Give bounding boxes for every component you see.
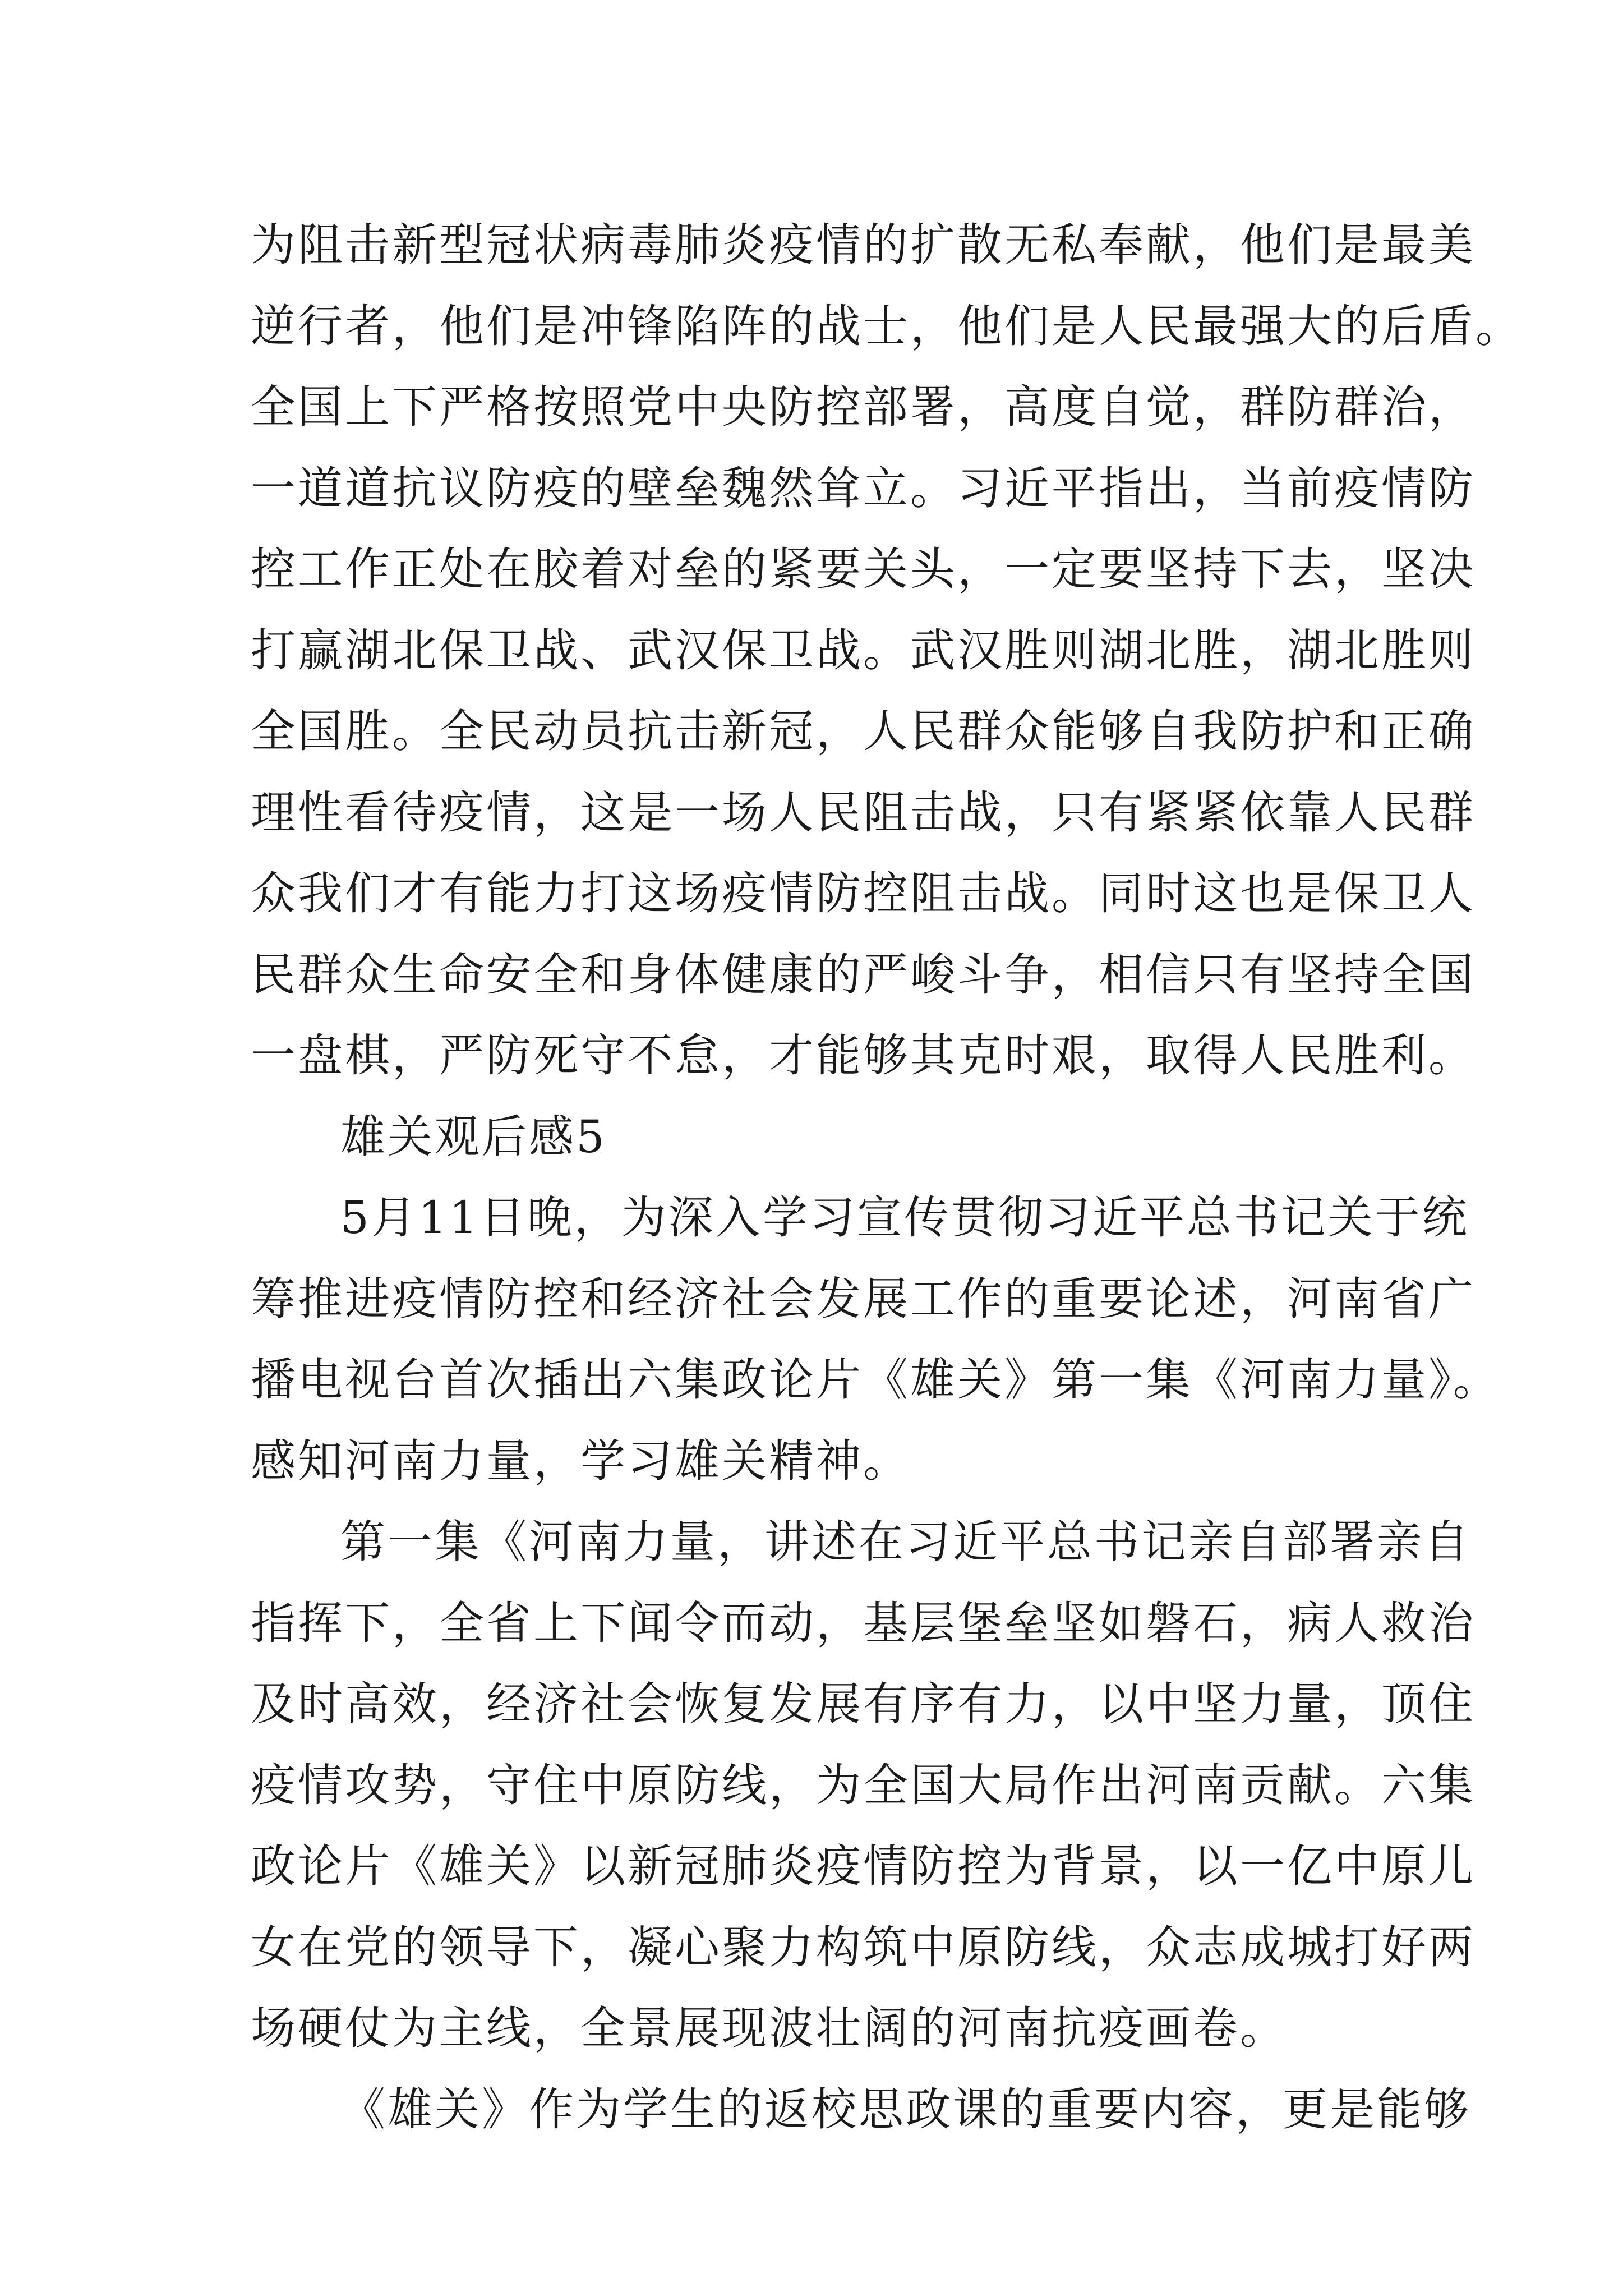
text-line: 及时高效，经济社会恢复发展有序有力，以中坚力量，顶住 (251, 1678, 1476, 1730)
text-line: 播电视台首次插出六集政论片《雄关》第一集《河南力量》。 (251, 1354, 1500, 1406)
text-line: 指挥下，全省上下闻令而动，基层堡垒坚如磐石，病人救治 (251, 1596, 1476, 1649)
paragraph-first-line: 5月11日晚，为深入学习宣传贯彻习近平总书记关于统 (340, 1191, 1469, 1244)
text-line: 感知河南力量，学习雄关精神。 (251, 1434, 910, 1487)
text-line: 一道道抗议防疫的壁垒魏然耸立。习近平指出，当前疫情防 (251, 462, 1476, 514)
text-line: 政论片《雄关》以新冠肺炎疫情防控为背景，以一亿中原儿 (251, 1840, 1476, 1892)
text-line: 场硬仗为主线，全景展现波壮阔的河南抗疫画卷。 (251, 2002, 1287, 2054)
text-line: 全国胜。全民动员抗击新冠，人民群众能够自我防护和正确 (251, 705, 1476, 757)
body-text (251, 205, 1523, 2150)
text-line: 打赢湖北保卫战、武汉保卫战。武汉胜则湖北胜，湖北胜则 (251, 624, 1476, 677)
paragraph-first-line: 《雄关》作为学生的返校思政课的重要内容，更是能够 (340, 2083, 1471, 2136)
text-line: 逆行者，他们是冲锋陷阵的战士，他们是人民最强大的后盾。 (251, 300, 1523, 352)
text-line: 女在党的领导下，凝心聚力构筑中原防线，众志成城打好两 (251, 1921, 1476, 1973)
text-line: 理性看待疫情，这是一场人民阻击战，只有紧紧依靠人民群 (251, 786, 1476, 839)
section-heading: 雄关观后感5 (340, 1110, 607, 1163)
text-line: 控工作正处在胶着对垒的紧要关头，一定要坚持下去，坚决 (251, 543, 1476, 595)
text-line: 筹推进疫情防控和经济社会发展工作的重要论述，河南省广 (251, 1272, 1476, 1325)
text-line: 众我们才有能力打这场疫情防控阻击战。同时这也是保卫人 (251, 867, 1476, 919)
paragraph-first-line: 第一集《河南力量，讲述在习近平总书记亲自部署亲自 (340, 1516, 1471, 1568)
text-line: 一盘棋，严防死守不怠，才能够其克时艰，取得人民胜利。 (251, 1029, 1476, 1082)
text-line: 为阻击新型冠状病毒肺炎疫情的扩散无私奉献，他们是最美 (251, 219, 1476, 271)
text-line: 全国上下严格按照党中央防控部署，高度自觉，群防群治， (251, 381, 1476, 433)
text-line: 疫情攻势，守住中原防线，为全国大局作出河南贡献。六集 (251, 1759, 1476, 1811)
text-line: 民群众生命安全和身体健康的严峻斗争，相信只有坚持全国 (251, 948, 1476, 1001)
